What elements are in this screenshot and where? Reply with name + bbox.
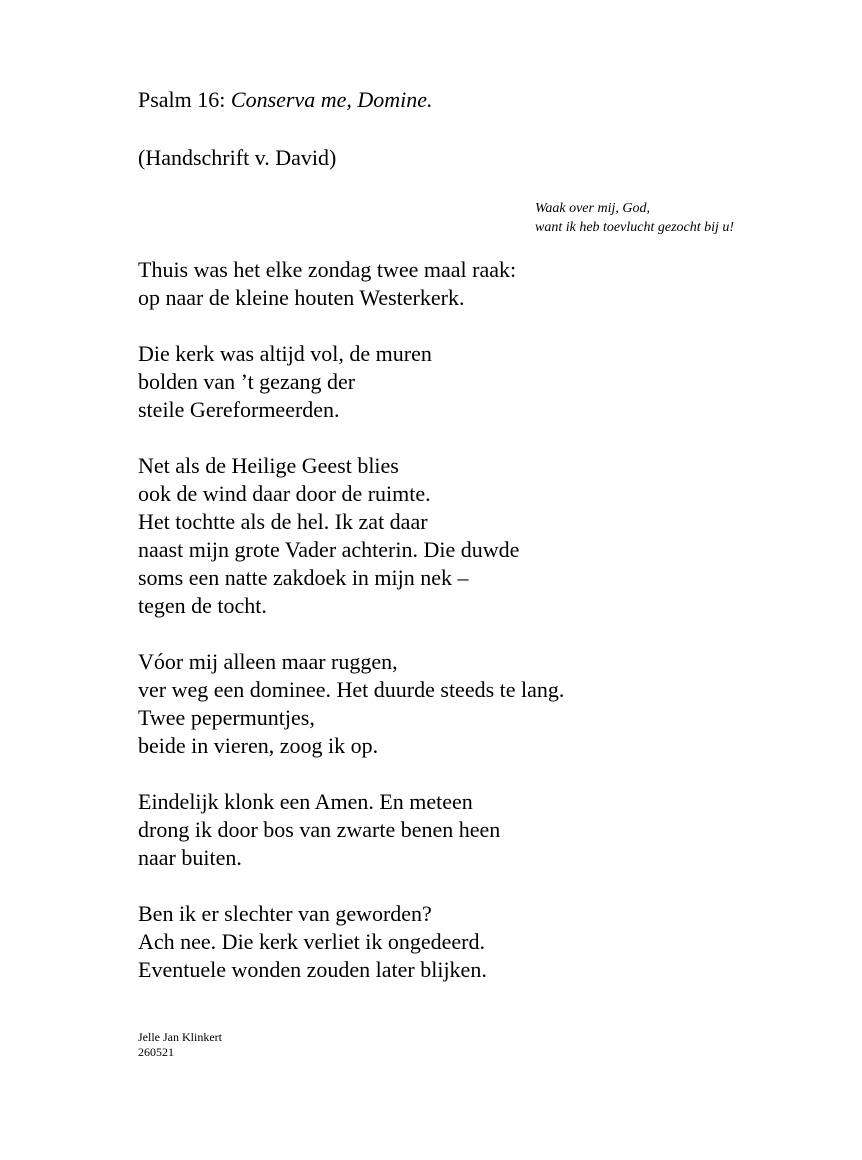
- epigraph-line: want ik heb toevlucht gezocht bij u!: [535, 220, 735, 235]
- stanza-6: [138, 900, 564, 984]
- author-name: Jelle Jan Klinkert: [138, 1030, 222, 1044]
- poem-line: op naar de kleine houten Westerkerk.: [138, 285, 465, 310]
- stanza-5: [138, 788, 564, 872]
- poem-line: Eventuele wonden zouden later blijken.: [138, 957, 487, 982]
- poem-line: Ben ik er slechter van geworden?: [138, 901, 432, 926]
- poem-line: naar buiten.: [138, 845, 242, 870]
- poem-line: Die kerk was altijd vol, de muren: [138, 341, 432, 366]
- poem-line: Thuis was het elke zondag twee maal raak:: [138, 257, 517, 282]
- signature-block: [138, 1030, 222, 1060]
- poem-line: ook de wind daar door de ruimte.: [138, 481, 431, 506]
- poem-line: tegen de tocht.: [138, 593, 267, 618]
- stanza-1: [138, 256, 564, 312]
- poem-line: Ach nee. Die kerk verliet ik ongedeerd.: [138, 929, 485, 954]
- poem-line: steile Gereformeerden.: [138, 397, 340, 422]
- stanza-2: [138, 340, 564, 424]
- poem-line: Vóor mij alleen maar ruggen,: [138, 649, 398, 674]
- poem-line: naast mijn grote Vader achterin. Die duwde: [138, 537, 520, 562]
- poem-title: [138, 86, 433, 114]
- stanza-3: [138, 452, 564, 620]
- poem-subtitle: (Handschrift v. David): [138, 145, 337, 170]
- epigraph: [535, 199, 734, 237]
- poem-line: Eindelijk klonk een Amen. En meteen: [138, 789, 473, 814]
- date-code: 260521: [138, 1045, 174, 1059]
- poem-line: beide in vieren, zoog ik op.: [138, 733, 379, 758]
- poem-line: drong ik door bos van zwarte benen heen: [138, 817, 501, 842]
- poem-line: Het tochtte als de hel. Ik zat daar: [138, 509, 428, 534]
- poem-line: Twee pepermuntjes,: [138, 705, 315, 730]
- poem-line: bolden van ’t gezang der: [138, 369, 356, 394]
- stanza-4: [138, 648, 564, 760]
- poem-body: [138, 256, 564, 1012]
- title-prefix: Psalm 16:: [138, 87, 231, 112]
- title-latin: Conserva me, Domine.: [230, 87, 433, 112]
- poem-line: Net als de Heilige Geest blies: [138, 453, 399, 478]
- poem-line: ver weg een dominee. Het duurde steeds te lang.: [138, 677, 565, 702]
- poem-line: soms een natte zakdoek in mijn nek –: [138, 565, 469, 590]
- epigraph-line: Waak over mij, God,: [535, 201, 650, 216]
